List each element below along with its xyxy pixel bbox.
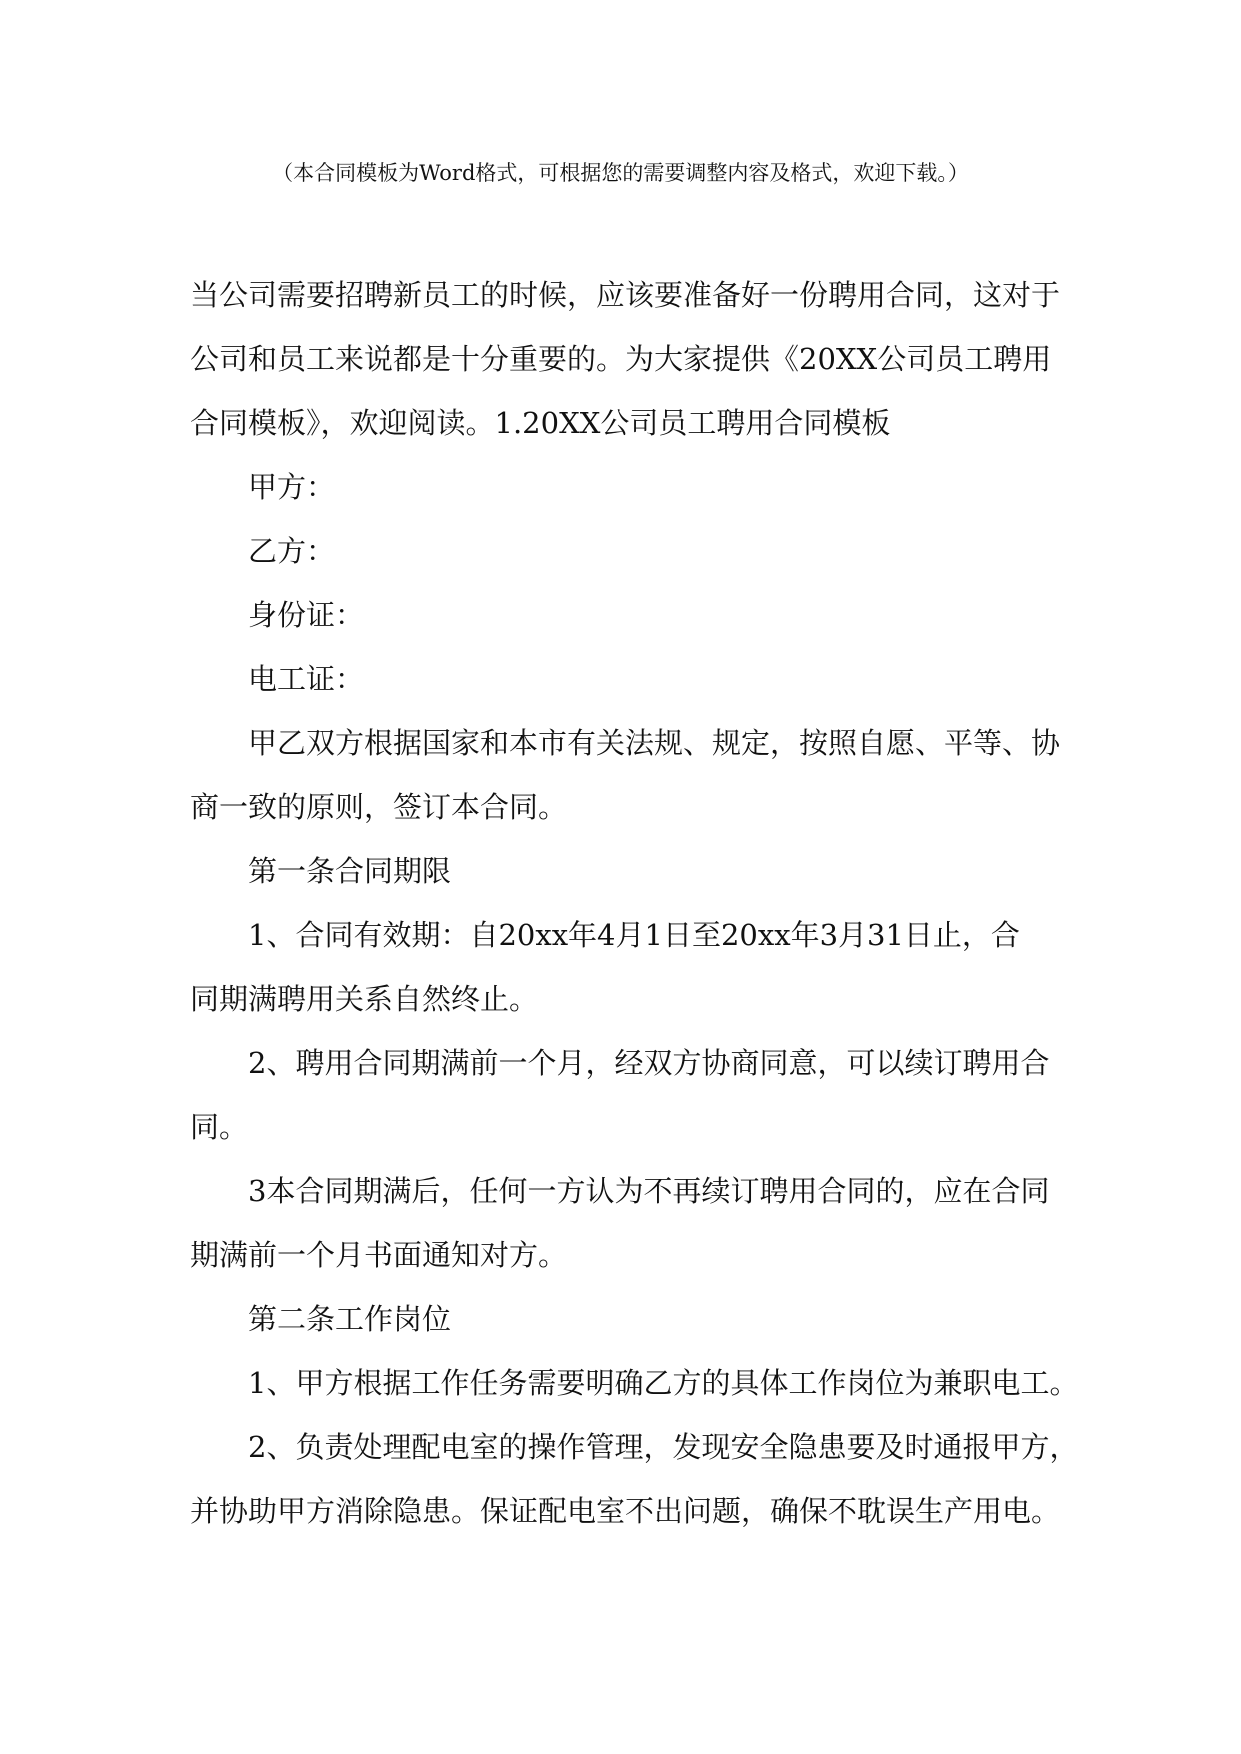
id-card-label: 身份证： bbox=[248, 598, 365, 632]
body-line: 同期满聘用关系自然终止。 bbox=[190, 982, 539, 1016]
party-b-label: 乙方： bbox=[248, 534, 336, 568]
body-line: 2、负责处理配电室的操作管理，发现安全隐患要及时通报甲方， bbox=[248, 1430, 1079, 1464]
electrician-cert-label: 电工证： bbox=[248, 662, 365, 696]
body-line: 公司和员工来说都是十分重要的。为大家提供《20XX公司员工聘用 bbox=[190, 342, 1052, 376]
party-a-label: 甲方： bbox=[248, 470, 336, 504]
body-line: 合同模板》，欢迎阅读。1.20XX公司员工聘用合同模板 bbox=[190, 406, 891, 440]
article-heading: 第二条工作岗位 bbox=[248, 1302, 452, 1336]
body-line: 商一致的原则，签订本合同。 bbox=[190, 790, 568, 824]
template-notice: （本合同模板为Word格式，可根据您的需要调整内容及格式，欢迎下载。） bbox=[272, 161, 969, 185]
body-line: 期满前一个月书面通知对方。 bbox=[190, 1238, 568, 1272]
body-line: 甲乙双方根据国家和本市有关法规、规定，按照自愿、平等、协 bbox=[248, 726, 1061, 760]
body-line: 3本合同期满后，任何一方认为不再续订聘用合同的，应在合同 bbox=[248, 1174, 1050, 1208]
body-line: 同。 bbox=[190, 1110, 249, 1144]
body-line: 1、合同有效期：自20xx年4月1日至20xx年3月31日止，合 bbox=[248, 918, 1020, 952]
article-heading: 第一条合同期限 bbox=[248, 854, 452, 888]
body-line: 当公司需要招聘新员工的时候，应该要准备好一份聘用合同，这对于 bbox=[190, 278, 1061, 312]
contract-body bbox=[190, 263, 1079, 1543]
body-line: 1、甲方根据工作任务需要明确乙方的具体工作岗位为兼职电工。 bbox=[248, 1366, 1079, 1400]
body-line: 2、聘用合同期满前一个月，经双方协商同意，可以续订聘用合 bbox=[248, 1046, 1050, 1080]
body-line: 并协助甲方消除隐患。保证配电室不出问题，确保不耽误生产用电。 bbox=[190, 1494, 1061, 1528]
